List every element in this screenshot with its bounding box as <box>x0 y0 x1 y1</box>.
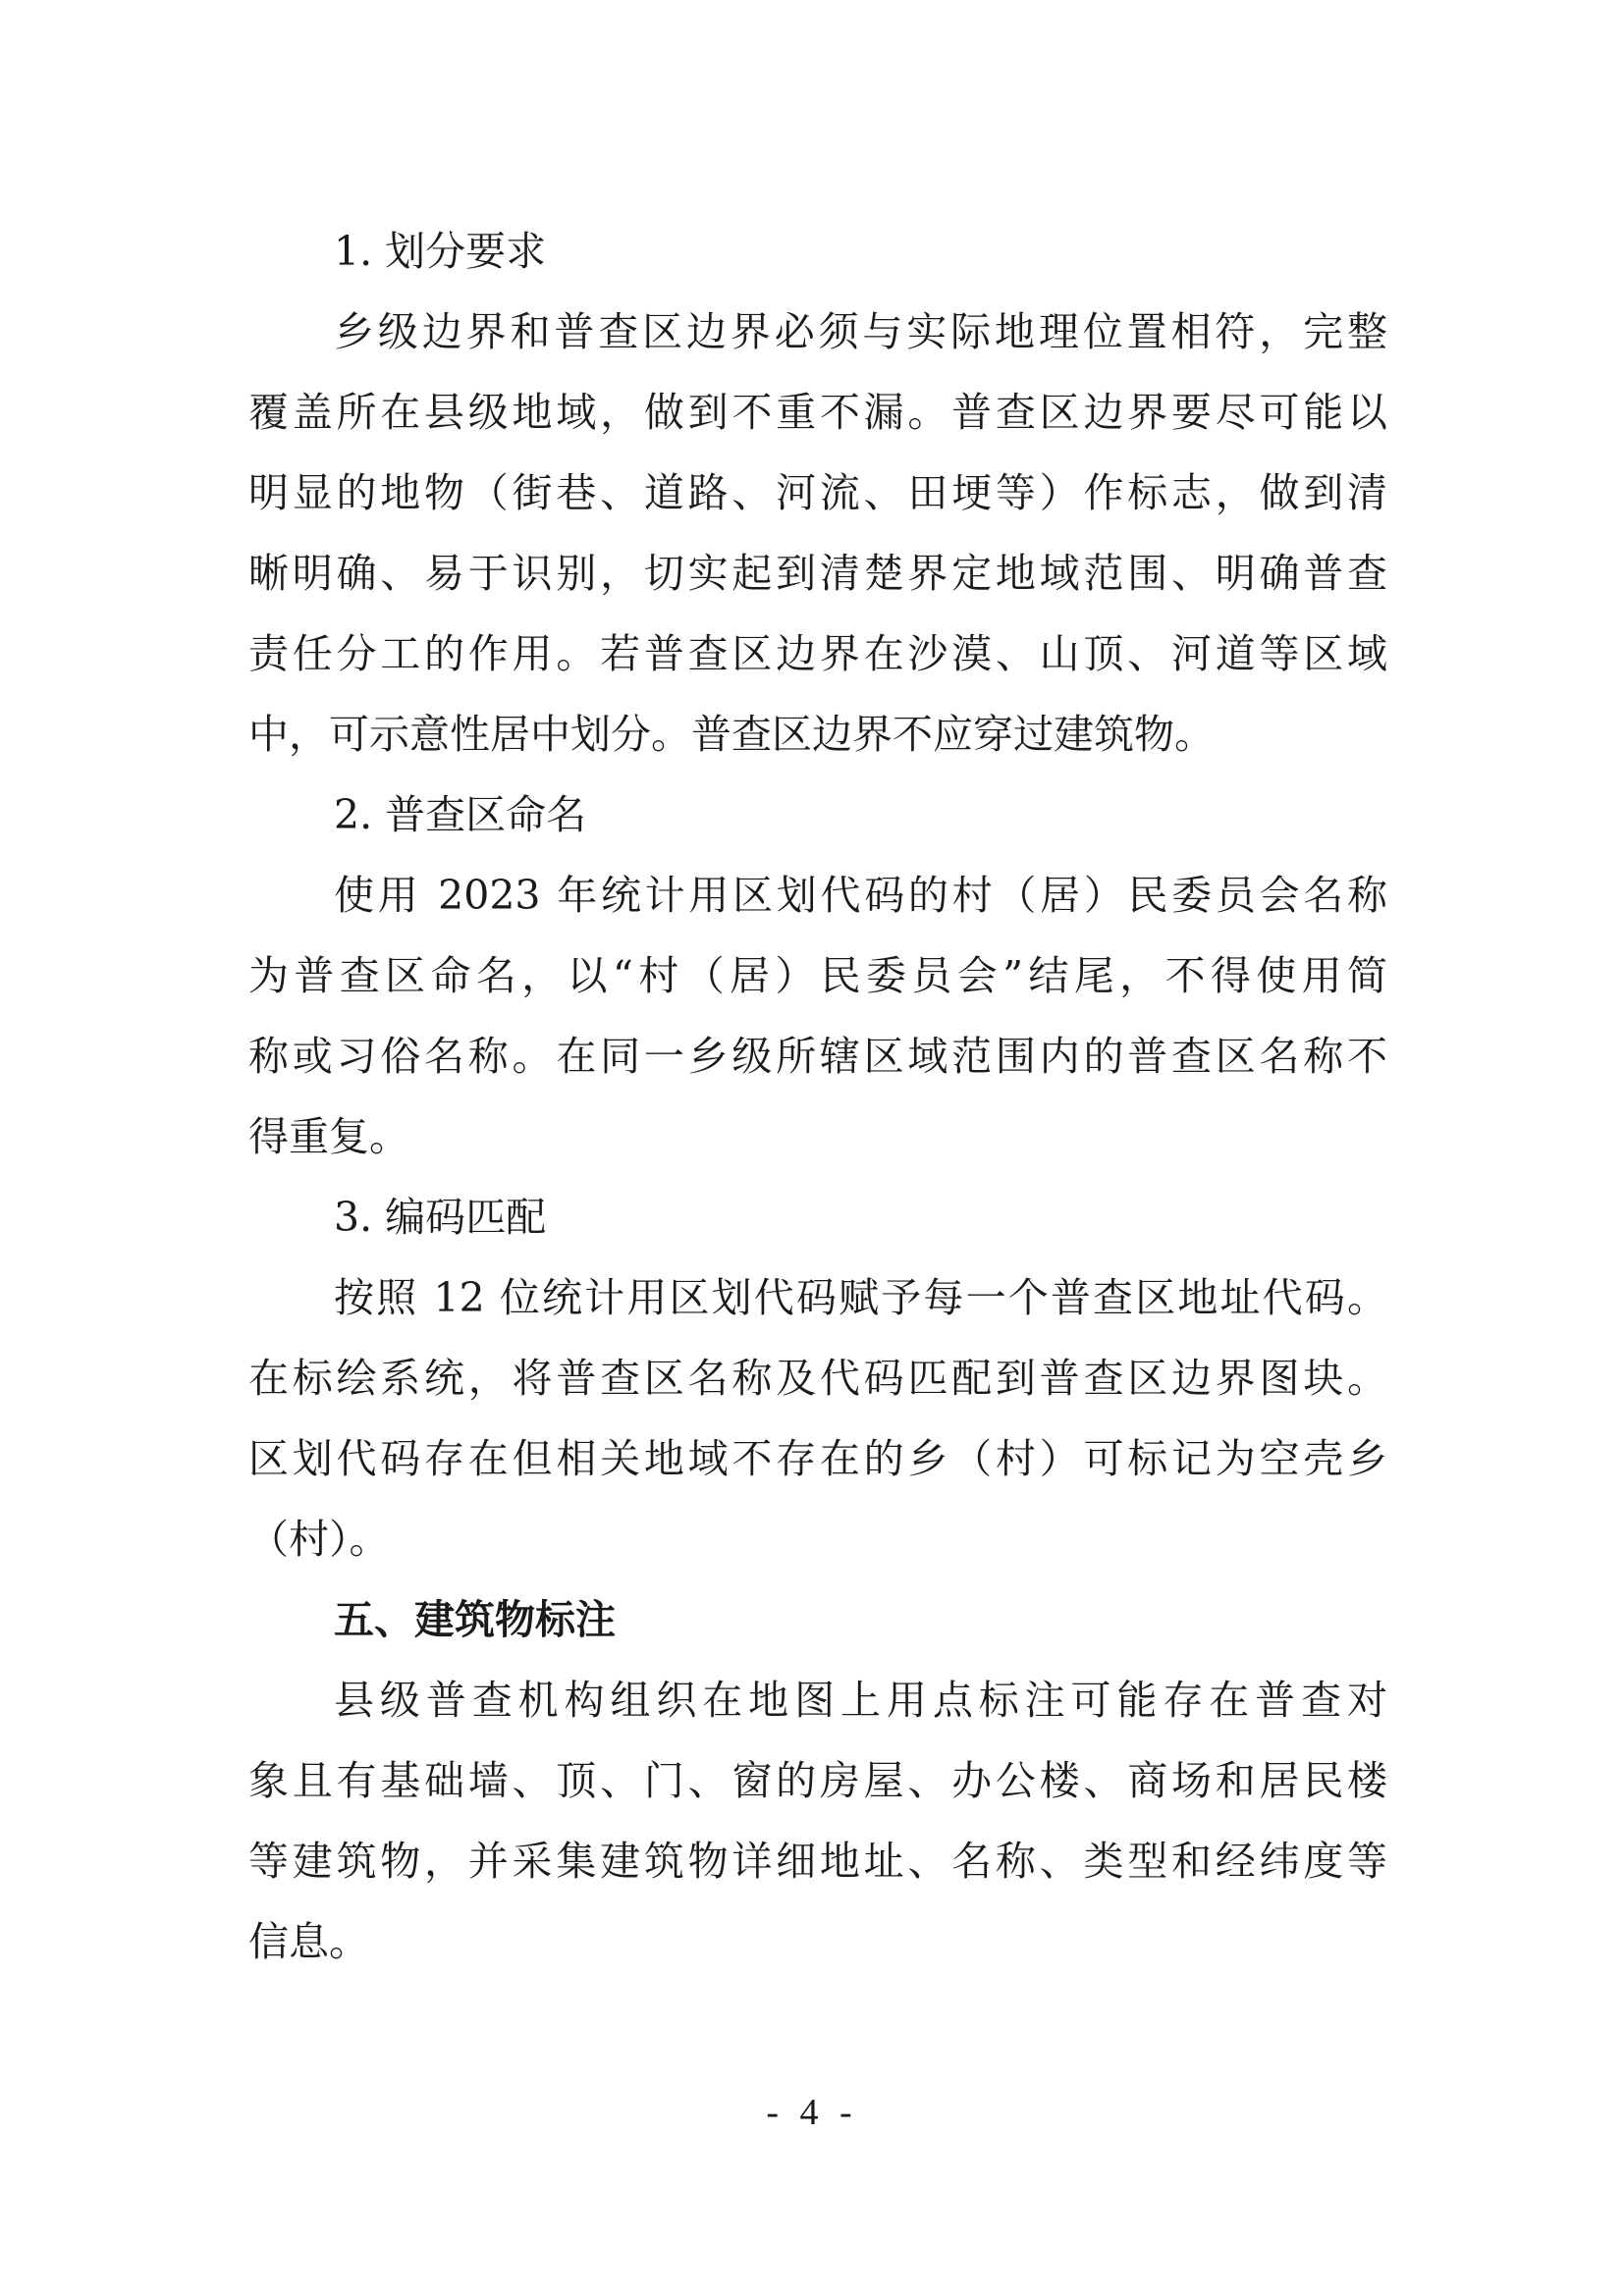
paragraph-line: 在标绘系统，将普查区名称及代码匹配到普查区边界图块。 <box>248 1355 1387 1402</box>
subsection-heading-1: 1. 划分要求 <box>334 228 547 275</box>
paragraph-line: 等建筑物，并采集建筑物详细地址、名称、类型和经纬度等 <box>248 1838 1387 1885</box>
section-heading-5: 五、建筑物标注 <box>334 1596 616 1643</box>
page-number: - 4 - <box>766 2092 858 2133</box>
paragraph-line: 信息。 <box>248 1918 369 1965</box>
paragraph-line: 区划代码存在但相关地域不存在的乡（村）可标记为空壳乡 <box>248 1435 1387 1482</box>
paragraph-line: 为普查区命名，以“村（居）民委员会”结尾，不得使用简 <box>248 952 1387 999</box>
paragraph-line: （村）。 <box>248 1516 390 1563</box>
paragraph-line: 中，可示意性居中划分。普查区边界不应穿过建筑物。 <box>248 711 1215 758</box>
paragraph-line: 责任分工的作用。若普查区边界在沙漠、山顶、河道等区域 <box>248 630 1387 677</box>
paragraph-line: 覆盖所在县级地域，做到不重不漏。普查区边界要尽可能以 <box>248 389 1387 436</box>
paragraph-line: 乡级边界和普查区边界必须与实际地理位置相符，完整 <box>334 308 1387 355</box>
paragraph-line: 按照 12 位统计用区划代码赋予每一个普查区地址代码。 <box>334 1274 1387 1321</box>
subsection-heading-2: 2. 普查区命名 <box>334 791 587 838</box>
paragraph-line: 称或习俗名称。在同一乡级所辖区域范围内的普查区名称不 <box>248 1033 1387 1080</box>
paragraph-line: 晰明确、易于识别，切实起到清楚界定地域范围、明确普查 <box>248 550 1387 597</box>
paragraph-line: 得重复。 <box>248 1113 409 1160</box>
paragraph-line: 象且有基础墙、顶、门、窗的房屋、办公楼、商场和居民楼 <box>248 1757 1387 1804</box>
paragraph-line: 县级普查机构组织在地图上用点标注可能存在普查对 <box>334 1677 1387 1724</box>
paragraph-line: 明显的地物（街巷、道路、河流、田埂等）作标志，做到清 <box>248 469 1387 516</box>
subsection-heading-3: 3. 编码匹配 <box>334 1194 547 1241</box>
paragraph-line: 使用 2023 年统计用区划代码的村（居）民委员会名称 <box>334 872 1387 919</box>
